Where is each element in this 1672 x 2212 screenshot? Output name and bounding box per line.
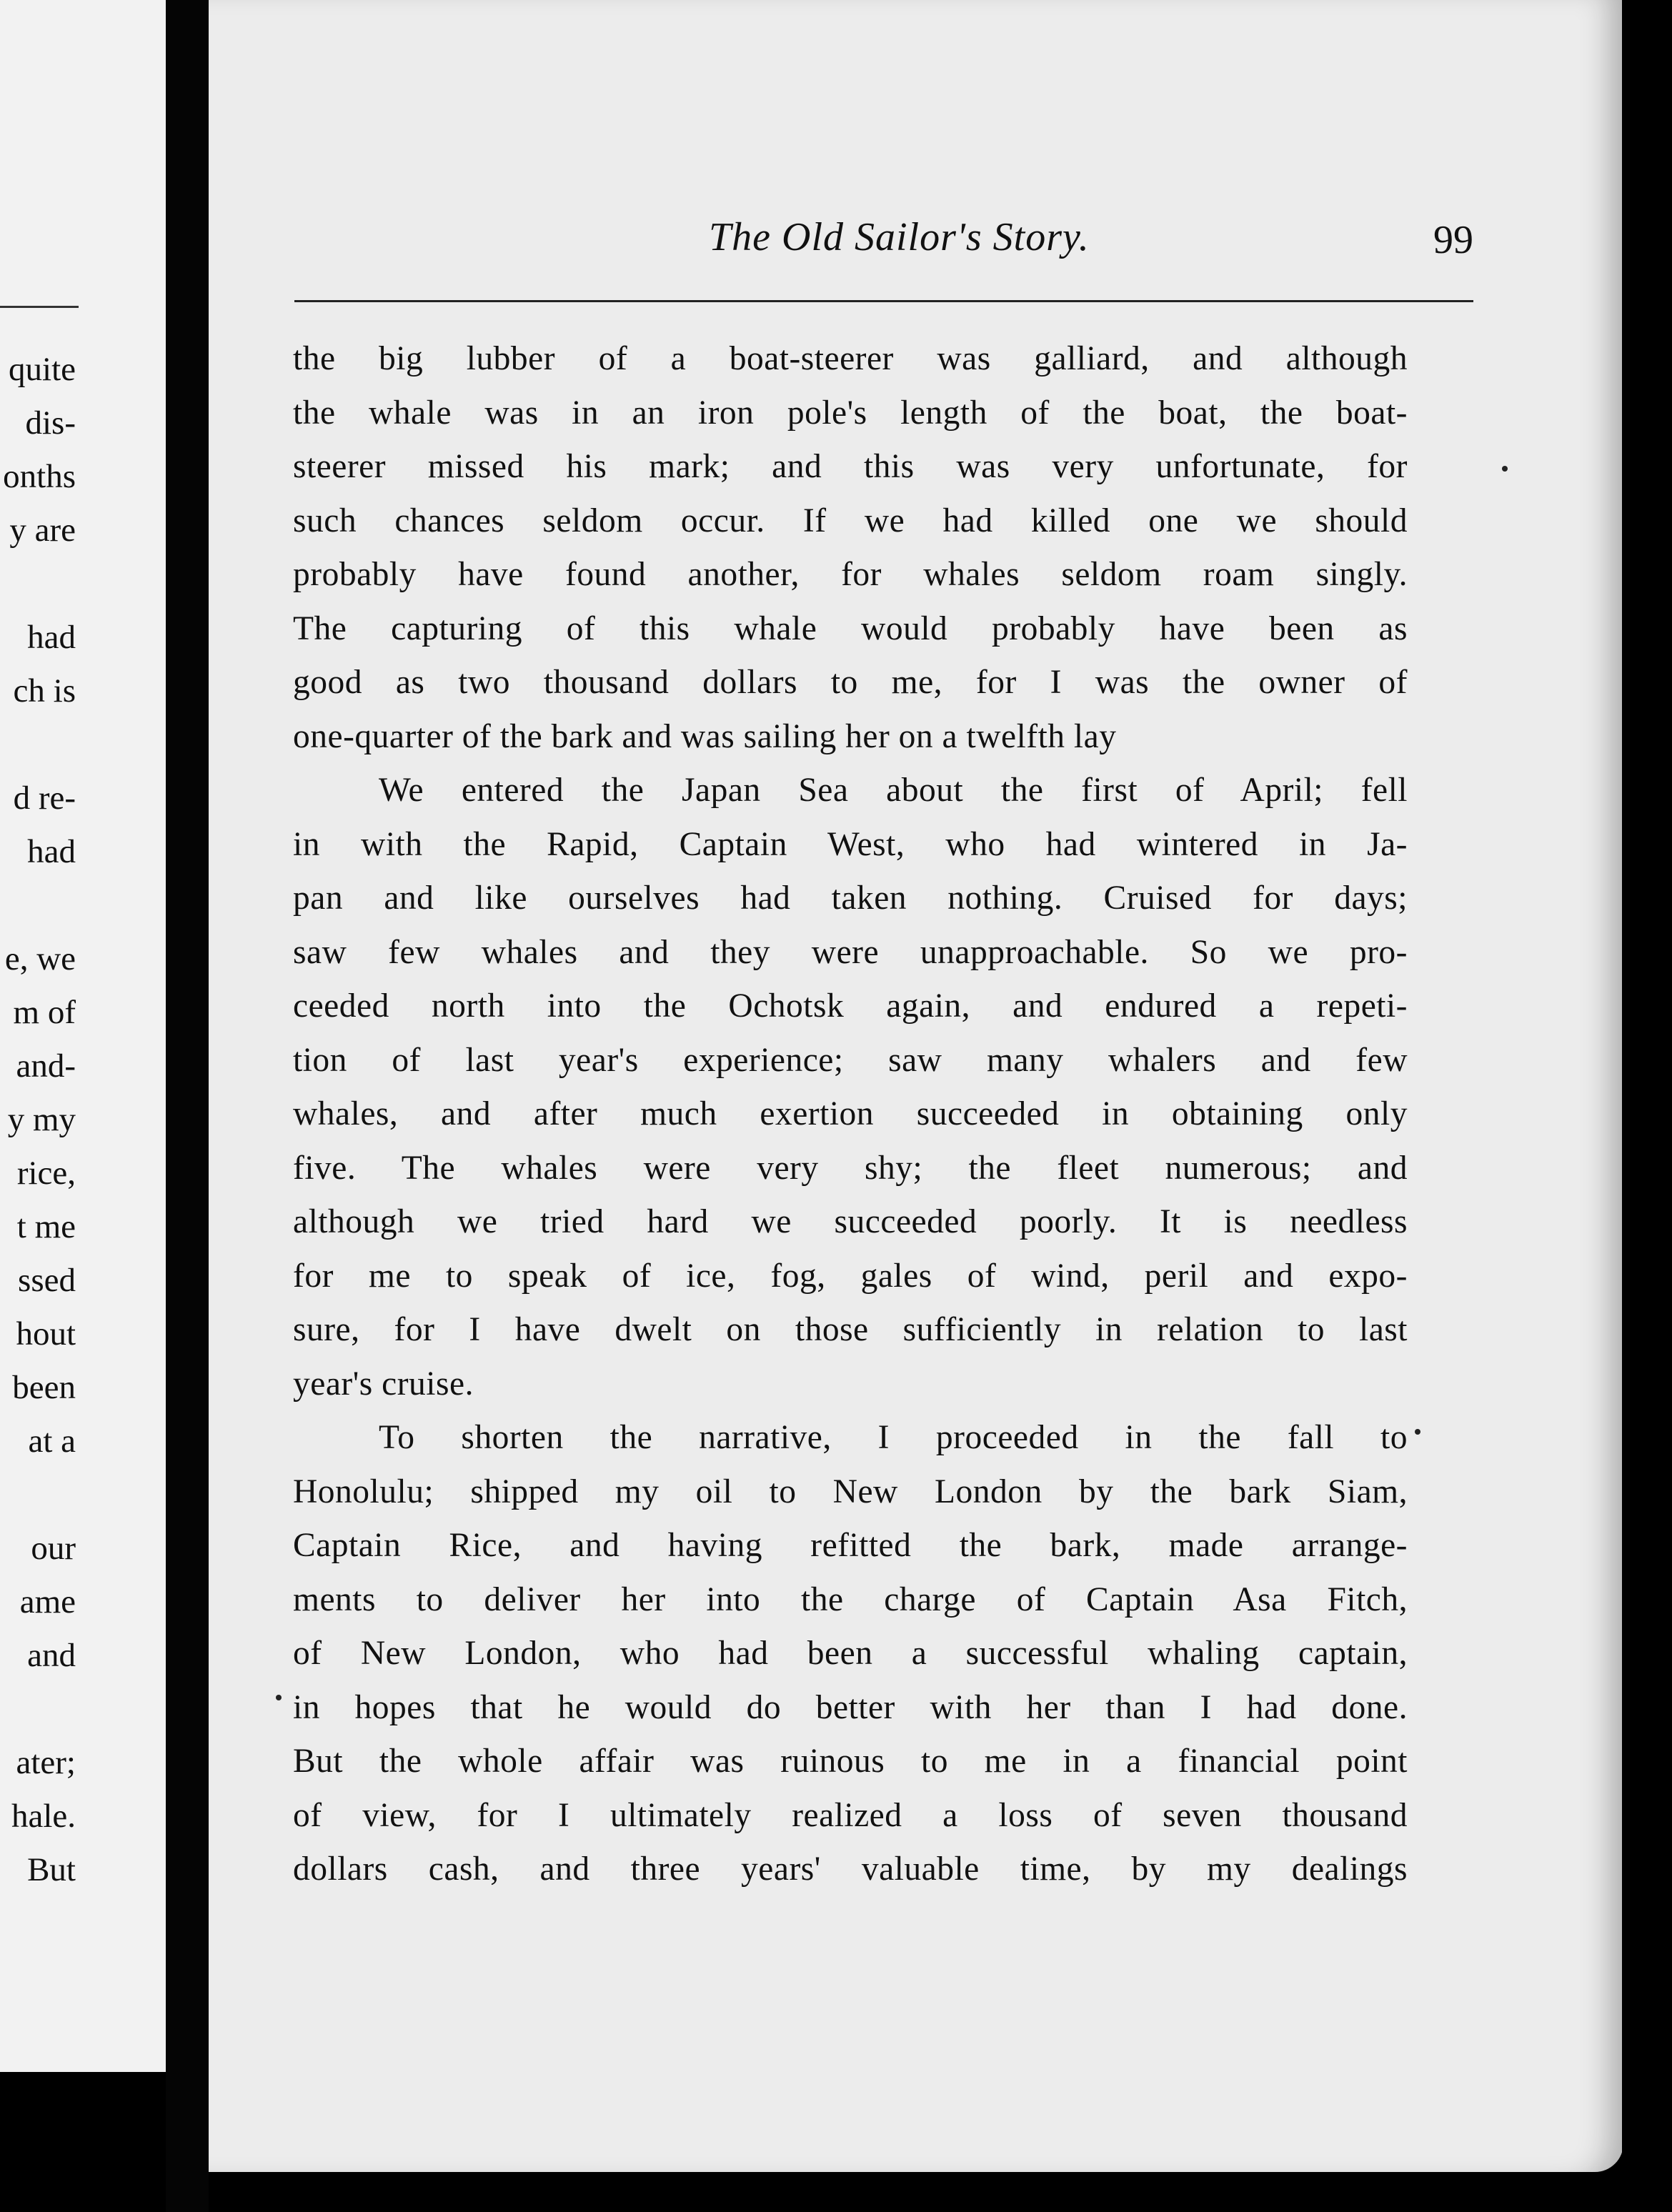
paragraph	[293, 764, 1408, 1411]
text-line: for me to speak of ice, fog, gales of wind, peril and expo-	[293, 1257, 1408, 1295]
speck	[1415, 1429, 1420, 1435]
facing-page-line: and-	[16, 1047, 76, 1085]
facing-page-line: d re-	[13, 779, 76, 817]
text-line: five. The whales were very shy; the fleet numerous; and	[293, 1149, 1408, 1187]
facing-page-line	[0, 879, 76, 932]
book-page	[209, 0, 1623, 2172]
facing-page-line: had	[27, 833, 76, 870]
facing-page-line: rice,	[16, 1155, 76, 1192]
text-line: Honolulu; shipped my oil to New London by the bark Siam,	[293, 1473, 1408, 1510]
text-line: But the whole affair was ruinous to me in a financial point	[293, 1743, 1408, 1780]
facing-page-line: ch is	[13, 672, 76, 709]
text-line: of view, for I ultimately realized a loss of seven thousand	[293, 1796, 1408, 1834]
text-line: one-quarter of the bark and was sailing her on a twelfth lay	[293, 717, 1117, 755]
page-edge	[1622, 0, 1672, 2212]
facing-page-line: hale.	[11, 1798, 76, 1835]
facing-page-line: hout	[16, 1315, 76, 1352]
facing-page-line: But	[27, 1851, 76, 1888]
facing-page-line: y are	[9, 512, 76, 549]
text-line: sure, for I have dwelt on those sufficiently in relation to last	[293, 1311, 1408, 1348]
page-header	[294, 214, 1473, 271]
facing-page-line	[0, 557, 76, 611]
text-line: the whale was in an iron pole's length of the boat, the boat-	[293, 394, 1408, 432]
page-number: 99	[1433, 218, 1473, 262]
facing-page-line: onths	[3, 458, 76, 495]
text-line: saw few whales and they were unapproachable. So we pro-	[293, 933, 1408, 971]
facing-page-rule	[0, 306, 79, 308]
text-line: although we tried hard we succeeded poorly. It is needless	[293, 1203, 1408, 1240]
text-line: probably have found another, for whales seldom roam singly.	[293, 556, 1408, 593]
facing-page-line: and	[27, 1637, 76, 1674]
speck	[276, 1695, 282, 1700]
facing-page-line: had	[27, 619, 76, 656]
facing-page-line: quite	[9, 351, 76, 388]
speck	[1502, 466, 1508, 472]
body-text	[293, 332, 1408, 1897]
text-line: ments to deliver her into the charge of Captain Asa Fitch,	[293, 1580, 1408, 1618]
text-line: To shorten the narrative, I proceeded in the fall to	[379, 1419, 1408, 1456]
facing-page-line: been	[12, 1369, 76, 1406]
header-rule	[294, 300, 1473, 302]
facing-page-line: ame	[19, 1583, 76, 1620]
facing-page-line: at a	[28, 1423, 76, 1460]
text-line: in with the Rapid, Captain West, who had wintered in Ja-	[293, 825, 1408, 863]
facing-page-line: dis-	[25, 404, 76, 442]
text-line: ceeded north into the Ochotsk again, and endured a repeti-	[293, 987, 1408, 1025]
text-line: pan and like ourselves had taken nothing. Cruised for days;	[293, 880, 1408, 917]
facing-page-fragment	[0, 0, 166, 2072]
text-line: dollars cash, and three years' valuable time, by my dealings	[293, 1850, 1408, 1888]
facing-page-line: y my	[7, 1101, 76, 1138]
facing-page-line	[0, 718, 76, 772]
facing-page-line: t me	[16, 1208, 76, 1245]
facing-page-line	[0, 1683, 76, 1736]
text-line: in hopes that he would do better with her than I had done.	[293, 1688, 1408, 1726]
text-line: The capturing of this whale would probably have been as	[293, 609, 1408, 647]
facing-page-line: ssed	[18, 1262, 76, 1299]
facing-page-line: our	[31, 1530, 76, 1567]
paragraph	[293, 332, 1408, 764]
book-gutter	[166, 0, 209, 2212]
text-line: the big lubber of a boat-steerer was galliard, and although	[293, 340, 1408, 377]
facing-page-line: ater;	[16, 1744, 76, 1781]
text-line: year's cruise.	[293, 1365, 474, 1403]
text-line: of New London, who had been a successful whaling captain,	[293, 1635, 1408, 1672]
text-line: steerer missed his mark; and this was very unfortunate, for	[293, 448, 1408, 485]
text-line: Captain Rice, and having refitted the bark, made arrange-	[293, 1527, 1408, 1564]
facing-page-text	[0, 343, 76, 1897]
text-line: good as two thousand dollars to me, for I was the owner of	[293, 664, 1408, 701]
text-line: We entered the Japan Sea about the first of April; fell	[379, 772, 1408, 809]
facing-page-line	[0, 1468, 76, 1522]
text-line: such chances seldom occur. If we had killed one we should	[293, 502, 1408, 539]
running-title: The Old Sailor's Story.	[709, 215, 1090, 259]
text-line: whales, and after much exertion succeeded in obtaining only	[293, 1095, 1408, 1132]
paragraph	[293, 1411, 1408, 1897]
text-line: tion of last year's experience; saw many whalers and few	[293, 1041, 1408, 1079]
facing-page-line: m of	[13, 994, 76, 1031]
facing-page-line: e, we	[4, 940, 76, 977]
